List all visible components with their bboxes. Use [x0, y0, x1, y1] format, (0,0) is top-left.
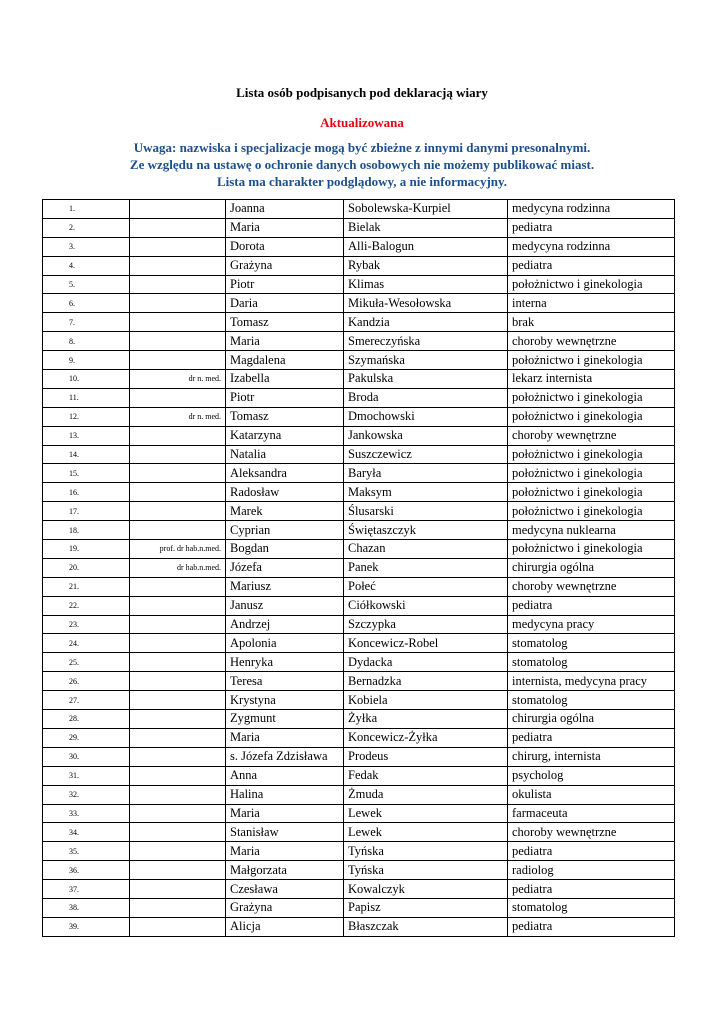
specialization-cell: stomatolog: [508, 691, 675, 710]
last-name-cell: Tyńska: [344, 842, 508, 861]
academic-title-cell: [130, 237, 226, 256]
last-name-cell: Alli-Balogun: [344, 237, 508, 256]
first-name-cell: Anna: [226, 766, 344, 785]
academic-title-cell: [130, 445, 226, 464]
specialization-cell: radiolog: [508, 861, 675, 880]
row-number-cell: 36.: [43, 861, 130, 880]
table-row: [43, 917, 675, 936]
academic-title-cell: [130, 804, 226, 823]
first-name-cell: Katarzyna: [226, 426, 344, 445]
row-number-cell: 9.: [43, 351, 130, 370]
last-name-cell: Połeć: [344, 577, 508, 596]
academic-title-cell: [130, 917, 226, 936]
last-name-cell: Szymańska: [344, 351, 508, 370]
table-row: [43, 237, 675, 256]
table-row: [43, 445, 675, 464]
table-row: [43, 218, 675, 237]
academic-title-cell: [130, 653, 226, 672]
first-name-cell: Maria: [226, 728, 344, 747]
table-row: [43, 502, 675, 521]
table-row: [43, 653, 675, 672]
table-row: [43, 464, 675, 483]
row-number-cell: 5.: [43, 275, 130, 294]
last-name-cell: Mikuła-Wesołowska: [344, 294, 508, 313]
specialization-cell: pediatra: [508, 917, 675, 936]
row-number-cell: 38.: [43, 898, 130, 917]
table-row: [43, 426, 675, 445]
row-number-cell: 39.: [43, 917, 130, 936]
last-name-cell: Ciółkowski: [344, 596, 508, 615]
academic-title-cell: [130, 691, 226, 710]
academic-title-cell: [130, 766, 226, 785]
last-name-cell: Maksym: [344, 483, 508, 502]
academic-title-cell: [130, 861, 226, 880]
academic-title-cell: [130, 634, 226, 653]
table-row: [43, 577, 675, 596]
last-name-cell: Kowalczyk: [344, 880, 508, 899]
specialization-cell: okulista: [508, 785, 675, 804]
row-number-cell: 32.: [43, 785, 130, 804]
table-row: [43, 842, 675, 861]
row-number-cell: 14.: [43, 445, 130, 464]
first-name-cell: Czesława: [226, 880, 344, 899]
specialization-cell: chirurgia ogólna: [508, 710, 675, 729]
specialization-cell: farmaceuta: [508, 804, 675, 823]
table-row: [43, 294, 675, 313]
first-name-cell: Natalia: [226, 445, 344, 464]
row-number-cell: 21.: [43, 577, 130, 596]
academic-title-cell: [130, 747, 226, 766]
specialization-cell: pediatra: [508, 218, 675, 237]
first-name-cell: Grażyna: [226, 898, 344, 917]
last-name-cell: Jankowska: [344, 426, 508, 445]
specialization-cell: interna: [508, 294, 675, 313]
row-number-cell: 1.: [43, 200, 130, 219]
specialization-cell: położnictwo i ginekologia: [508, 407, 675, 426]
last-name-cell: Pakulska: [344, 370, 508, 389]
table-row: [43, 407, 675, 426]
last-name-cell: Baryła: [344, 464, 508, 483]
last-name-cell: Dydacka: [344, 653, 508, 672]
last-name-cell: Koncewicz-Żyłka: [344, 728, 508, 747]
specialization-cell: chirurg, internista: [508, 747, 675, 766]
table-row: [43, 766, 675, 785]
first-name-cell: Dorota: [226, 237, 344, 256]
academic-title-cell: [130, 313, 226, 332]
row-number-cell: 27.: [43, 691, 130, 710]
updated-label: Aktualizowana: [320, 115, 404, 130]
last-name-cell: Lewek: [344, 823, 508, 842]
specialization-cell: medycyna pracy: [508, 615, 675, 634]
signatories-table: [42, 199, 675, 937]
first-name-cell: Józefa: [226, 558, 344, 577]
table-row: [43, 785, 675, 804]
academic-title-cell: [130, 842, 226, 861]
last-name-cell: Lewek: [344, 804, 508, 823]
first-name-cell: Piotr: [226, 275, 344, 294]
specialization-cell: położnictwo i ginekologia: [508, 388, 675, 407]
table-row: [43, 200, 675, 219]
table-row: [43, 521, 675, 540]
last-name-cell: Bielak: [344, 218, 508, 237]
table-row: [43, 558, 675, 577]
table-row: [43, 691, 675, 710]
row-number-cell: 15.: [43, 464, 130, 483]
specialization-cell: położnictwo i ginekologia: [508, 540, 675, 559]
academic-title-cell: [130, 898, 226, 917]
last-name-cell: Żmuda: [344, 785, 508, 804]
last-name-cell: Rybak: [344, 256, 508, 275]
row-number-cell: 25.: [43, 653, 130, 672]
first-name-cell: s. Józefa Zdzisława: [226, 747, 344, 766]
table-row: [43, 256, 675, 275]
last-name-cell: Żyłka: [344, 710, 508, 729]
row-number-cell: 34.: [43, 823, 130, 842]
academic-title-cell: dr hab.n.med.: [130, 558, 226, 577]
specialization-cell: stomatolog: [508, 634, 675, 653]
specialization-cell: lekarz internista: [508, 370, 675, 389]
first-name-cell: Stanisław: [226, 823, 344, 842]
row-number-cell: 17.: [43, 502, 130, 521]
page-title: Lista osób podpisanych pod deklaracją wiary: [236, 85, 488, 100]
table-row: [43, 823, 675, 842]
row-number-cell: 22.: [43, 596, 130, 615]
specialization-cell: brak: [508, 313, 675, 332]
specialization-cell: stomatolog: [508, 653, 675, 672]
first-name-cell: Aleksandra: [226, 464, 344, 483]
academic-title-cell: [130, 200, 226, 219]
first-name-cell: Izabella: [226, 370, 344, 389]
row-number-cell: 3.: [43, 237, 130, 256]
row-number-cell: 30.: [43, 747, 130, 766]
last-name-cell: Kandzia: [344, 313, 508, 332]
table-row: [43, 483, 675, 502]
academic-title-cell: [130, 351, 226, 370]
row-number-cell: 26.: [43, 672, 130, 691]
last-name-cell: Panek: [344, 558, 508, 577]
academic-title-cell: [130, 426, 226, 445]
last-name-cell: Smereczyńska: [344, 332, 508, 351]
row-number-cell: 18.: [43, 521, 130, 540]
last-name-cell: Ślusarski: [344, 502, 508, 521]
academic-title-cell: [130, 218, 226, 237]
row-number-cell: 13.: [43, 426, 130, 445]
last-name-cell: Szczypka: [344, 615, 508, 634]
row-number-cell: 29.: [43, 728, 130, 747]
first-name-cell: Tomasz: [226, 407, 344, 426]
academic-title-cell: [130, 332, 226, 351]
specialization-cell: pediatra: [508, 842, 675, 861]
first-name-cell: Maria: [226, 804, 344, 823]
notice-line-2: Ze względu na ustawę o ochronie danych osobowych nie możemy publikować miast.: [129, 157, 595, 172]
first-name-cell: Magdalena: [226, 351, 344, 370]
academic-title-cell: [130, 256, 226, 275]
specialization-cell: choroby wewnętrzne: [508, 426, 675, 445]
first-name-cell: Bogdan: [226, 540, 344, 559]
row-number-cell: 33.: [43, 804, 130, 823]
last-name-cell: Sobolewska-Kurpiel: [344, 200, 508, 219]
last-name-cell: Dmochowski: [344, 407, 508, 426]
last-name-cell: Suszczewicz: [344, 445, 508, 464]
last-name-cell: Tyńska: [344, 861, 508, 880]
first-name-cell: Joanna: [226, 200, 344, 219]
table-row: [43, 351, 675, 370]
academic-title-cell: [130, 294, 226, 313]
table-row: [43, 313, 675, 332]
table-row: [43, 728, 675, 747]
privacy-notice: [0, 139, 724, 190]
table-row: [43, 596, 675, 615]
row-number-cell: 28.: [43, 710, 130, 729]
academic-title-cell: [130, 483, 226, 502]
row-number-cell: 6.: [43, 294, 130, 313]
first-name-cell: Maria: [226, 842, 344, 861]
academic-title-cell: [130, 577, 226, 596]
specialization-cell: medycyna rodzinna: [508, 237, 675, 256]
last-name-cell: Błaszczak: [344, 917, 508, 936]
first-name-cell: Tomasz: [226, 313, 344, 332]
table-row: [43, 710, 675, 729]
academic-title-cell: [130, 880, 226, 899]
table-row: [43, 861, 675, 880]
first-name-cell: Krystyna: [226, 691, 344, 710]
specialization-cell: pediatra: [508, 728, 675, 747]
specialization-cell: pediatra: [508, 256, 675, 275]
academic-title-cell: [130, 615, 226, 634]
row-number-cell: 11.: [43, 388, 130, 407]
first-name-cell: Alicja: [226, 917, 344, 936]
first-name-cell: Radosław: [226, 483, 344, 502]
academic-title-cell: [130, 728, 226, 747]
table-row: [43, 880, 675, 899]
specialization-cell: internista, medycyna pracy: [508, 672, 675, 691]
row-number-cell: 12.: [43, 407, 130, 426]
first-name-cell: Cyprian: [226, 521, 344, 540]
row-number-cell: 4.: [43, 256, 130, 275]
last-name-cell: Broda: [344, 388, 508, 407]
academic-title-cell: [130, 521, 226, 540]
table-row: [43, 615, 675, 634]
first-name-cell: Marek: [226, 502, 344, 521]
first-name-cell: Małgorzata: [226, 861, 344, 880]
row-number-cell: 7.: [43, 313, 130, 332]
academic-title-cell: [130, 710, 226, 729]
row-number-cell: 23.: [43, 615, 130, 634]
last-name-cell: Chazan: [344, 540, 508, 559]
row-number-cell: 31.: [43, 766, 130, 785]
specialization-cell: pediatra: [508, 880, 675, 899]
specialization-cell: medycyna nuklearna: [508, 521, 675, 540]
last-name-cell: Bernadzka: [344, 672, 508, 691]
academic-title-cell: dr n. med.: [130, 407, 226, 426]
table-row: [43, 634, 675, 653]
specialization-cell: położnictwo i ginekologia: [508, 275, 675, 294]
academic-title-cell: [130, 596, 226, 615]
specialization-cell: choroby wewnętrzne: [508, 577, 675, 596]
row-number-cell: 19.: [43, 540, 130, 559]
table-row: [43, 804, 675, 823]
first-name-cell: Maria: [226, 218, 344, 237]
academic-title-cell: [130, 502, 226, 521]
first-name-cell: Apolonia: [226, 634, 344, 653]
row-number-cell: 37.: [43, 880, 130, 899]
table-row: [43, 388, 675, 407]
first-name-cell: Mariusz: [226, 577, 344, 596]
row-number-cell: 8.: [43, 332, 130, 351]
table-row: [43, 332, 675, 351]
specialization-cell: położnictwo i ginekologia: [508, 351, 675, 370]
first-name-cell: Halina: [226, 785, 344, 804]
row-number-cell: 2.: [43, 218, 130, 237]
specialization-cell: psycholog: [508, 766, 675, 785]
specialization-cell: położnictwo i ginekologia: [508, 502, 675, 521]
table-row: [43, 275, 675, 294]
row-number-cell: 16.: [43, 483, 130, 502]
row-number-cell: 20.: [43, 558, 130, 577]
academic-title-cell: [130, 388, 226, 407]
first-name-cell: Daria: [226, 294, 344, 313]
table-row: [43, 370, 675, 389]
last-name-cell: Papisz: [344, 898, 508, 917]
last-name-cell: Świętaszczyk: [344, 521, 508, 540]
row-number-cell: 24.: [43, 634, 130, 653]
table-row: [43, 898, 675, 917]
specialization-cell: położnictwo i ginekologia: [508, 464, 675, 483]
specialization-cell: pediatra: [508, 596, 675, 615]
last-name-cell: Klimas: [344, 275, 508, 294]
specialization-cell: choroby wewnętrzne: [508, 332, 675, 351]
first-name-cell: Piotr: [226, 388, 344, 407]
first-name-cell: Zygmunt: [226, 710, 344, 729]
first-name-cell: Andrzej: [226, 615, 344, 634]
table-row: [43, 672, 675, 691]
first-name-cell: Maria: [226, 332, 344, 351]
specialization-cell: stomatolog: [508, 898, 675, 917]
first-name-cell: Janusz: [226, 596, 344, 615]
notice-line-3: Lista ma charakter podglądowy, a nie informacyjny.: [216, 174, 508, 189]
last-name-cell: Kobiela: [344, 691, 508, 710]
notice-line-1: Uwaga: nazwiska i specjalizacje mogą być zbieżne z innymi danymi presonalnymi.: [133, 140, 591, 155]
last-name-cell: Fedak: [344, 766, 508, 785]
specialization-cell: położnictwo i ginekologia: [508, 483, 675, 502]
first-name-cell: Henryka: [226, 653, 344, 672]
table-row: [43, 540, 675, 559]
first-name-cell: Grażyna: [226, 256, 344, 275]
academic-title-cell: [130, 464, 226, 483]
specialization-cell: medycyna rodzinna: [508, 200, 675, 219]
signatories-table-body: [43, 200, 675, 937]
first-name-cell: Teresa: [226, 672, 344, 691]
academic-title-cell: [130, 823, 226, 842]
specialization-cell: położnictwo i ginekologia: [508, 445, 675, 464]
academic-title-cell: [130, 275, 226, 294]
specialization-cell: chirurgia ogólna: [508, 558, 675, 577]
academic-title-cell: [130, 672, 226, 691]
row-number-cell: 35.: [43, 842, 130, 861]
specialization-cell: choroby wewnętrzne: [508, 823, 675, 842]
academic-title-cell: prof. dr hab.n.med.: [130, 540, 226, 559]
row-number-cell: 10.: [43, 370, 130, 389]
academic-title-cell: [130, 785, 226, 804]
last-name-cell: Koncewicz-Robel: [344, 634, 508, 653]
academic-title-cell: dr n. med.: [130, 370, 226, 389]
last-name-cell: Prodeus: [344, 747, 508, 766]
table-row: [43, 747, 675, 766]
